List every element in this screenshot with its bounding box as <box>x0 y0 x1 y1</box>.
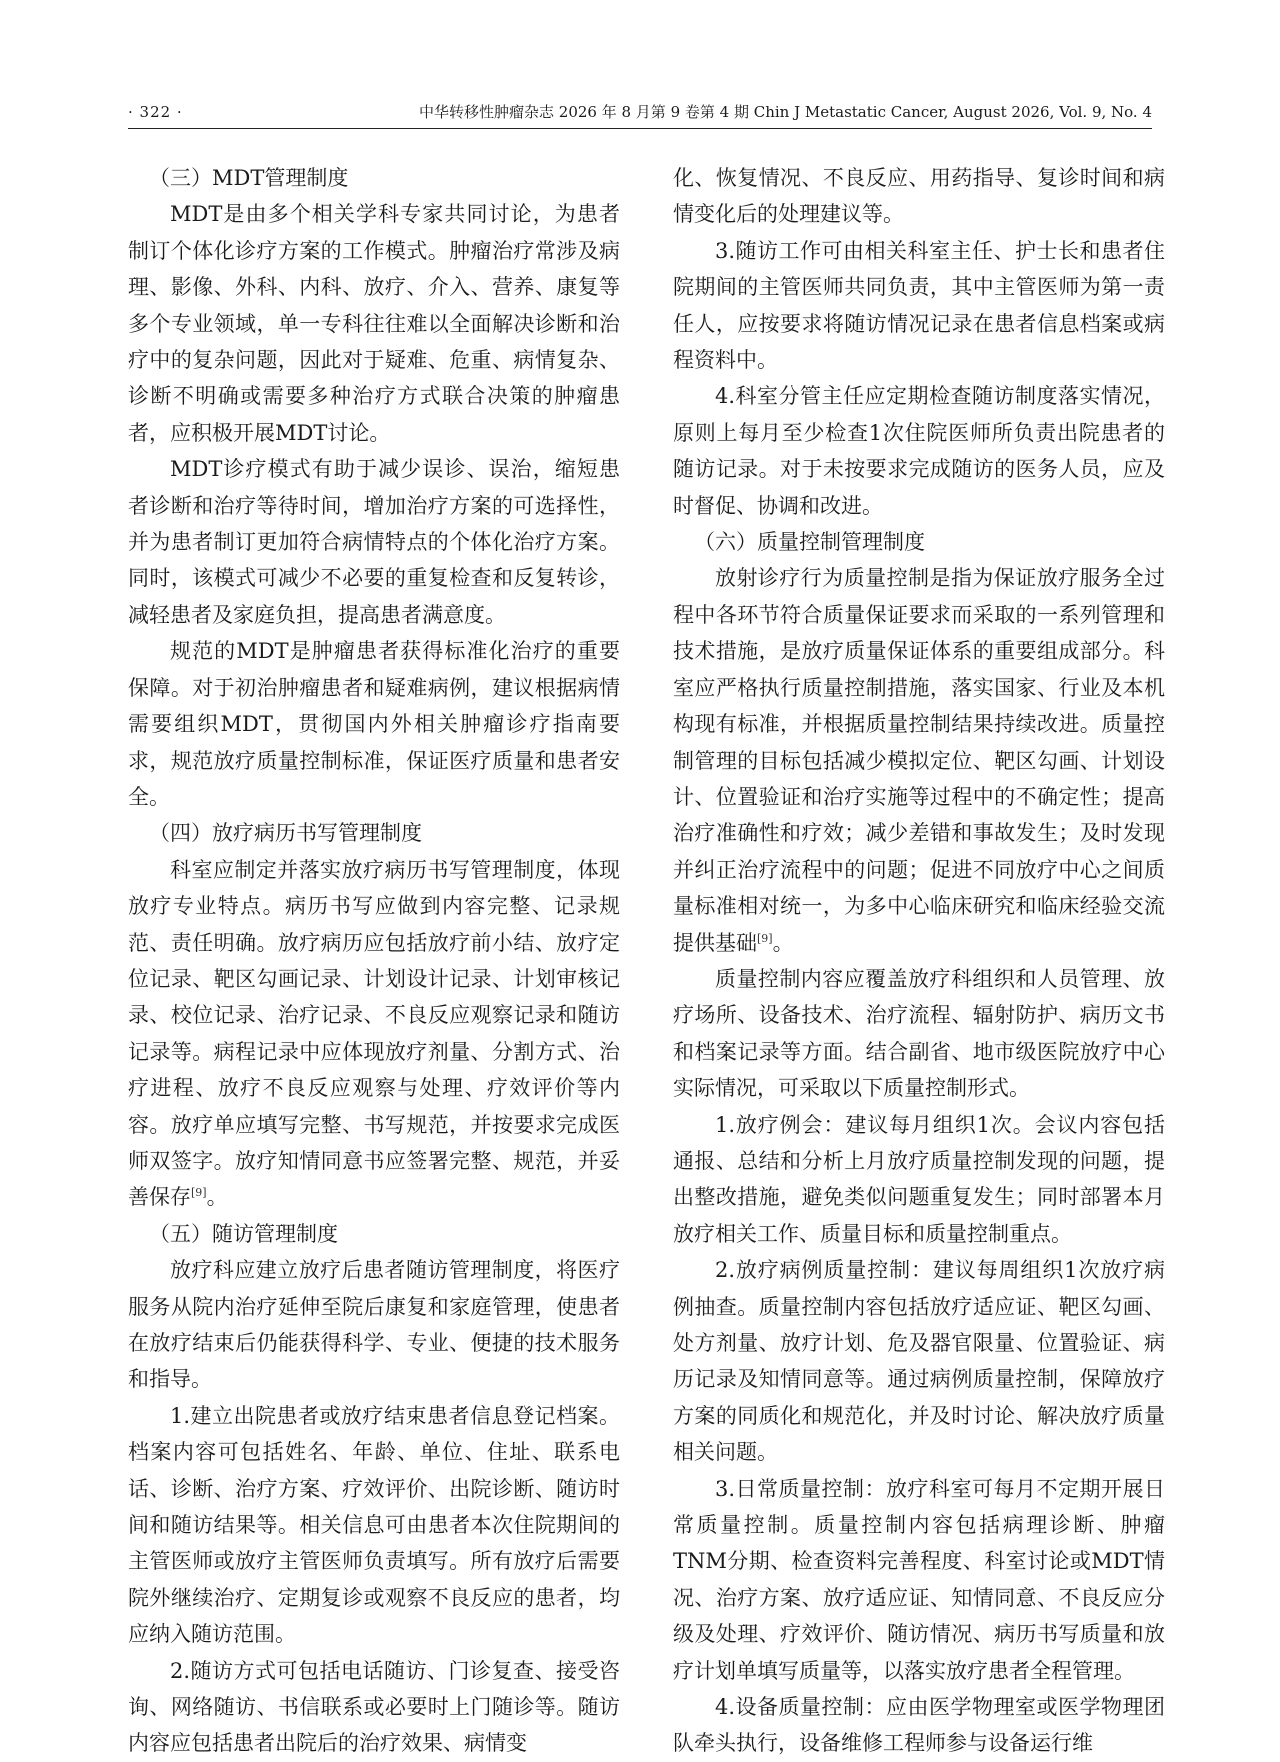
paragraph: MDT是由多个相关学科专家共同讨论，为患者制订个体化诊疗方案的工作模式。肿瘤治疗常涉及病理、影像、外科、内科、放疗、介入、营养、康复等多个专业领域，单一专科往往难以全面解决诊断和治疗中的复杂问题，因此对于疑难、危重、病情复杂、诊断不明确或需要多种治疗方式联合决策的肿瘤患者，应积极开展MDT讨论。 <box>128 202 620 445</box>
section-heading-quality-control: （六）质量控制管理制度 <box>694 530 925 555</box>
paragraph: MDT诊疗模式有助于减少误诊、误治，缩短患者诊断和治疗等待时间，增加治疗方案的可选择性，并为患者制订更加符合病情特点的个体化治疗方案。同时，该模式可减少不必要的重复检查和反复转诊，减轻患者及家庭负担，提高患者满意度。 <box>128 457 620 627</box>
paragraph-end: 。 <box>772 930 794 955</box>
running-header <box>128 102 1152 129</box>
section-heading-mdt: （三）MDT管理制度 <box>149 166 349 190</box>
section-heading-followup: （五）随访管理制度 <box>149 1221 338 1246</box>
paragraph-end: 。 <box>206 1185 228 1210</box>
paragraph-text: 科室应制定并落实放疗病历书写管理制度，体现放疗专业特点。病历书写应做到内容完整、记录规范、责任明确。放疗病历应包括放疗前小结、放疗定位记录、靶区勾画记录、计划设计记录、计划审核记录、校位记录、治疗记录、不良反应观察记录和随访记录等。病程记录中应体现放疗剂量、分割方式、治疗进程、放疗不良反应观察与处理、疗效评价等内容。放疗单应填写完整、书写规范，并按要求完成医师双签字。放疗知情同意书应签署完整、规范，并妥善保存 <box>128 857 620 1210</box>
paragraph: 3.随访工作可由相关科室主任、护士长和患者住院期间的主管医师共同负责，其中主管医师为第一责任人，应按要求将随访情况记录在患者信息档案或病程资料中。 <box>673 238 1165 373</box>
paragraph: 质量控制内容应覆盖放疗科组织和人员管理、放疗场所、设备技术、治疗流程、辐射防护、病历文书和档案记录等方面。结合副省、地市级医院放疗中心实际情况，可采取以下质量控制形式。 <box>673 966 1165 1101</box>
paragraph: 4.科室分管主任应定期检查随访制度落实情况，原则上每月至少检查1次住院医师所负责出院患者的随访记录。对于未按要求完成随访的医务人员，应及时督促、协调和改进。 <box>673 384 1165 518</box>
paragraph: 1.放疗例会：建议每月组织1次。会议内容包括通报、总结和分析上月放疗质量控制发现的问题，提出整改措施，避免类似问题重复发生；同时部署本月放疗相关工作、质量目标和质量控制重点。 <box>673 1112 1165 1246</box>
paragraph: 2.随访方式可包括电话随访、门诊复查、接受咨询、网络随访、书信联系或必要时上门随诊等。随访内容应包括患者出院后的治疗效果、病情变 <box>128 1658 620 1756</box>
paragraph <box>128 852 620 1216</box>
paragraph: 放疗科应建立放疗后患者随访管理制度，将医疗服务从院内治疗延伸至院后康复和家庭管理，使患者在放疗结束后仍能获得科学、专业、便捷的技术服务和指导。 <box>128 1258 620 1392</box>
paragraph-continued: 化、恢复情况、不良反应、用药指导、复诊时间和病情变化后的处理建议等。 <box>673 166 1165 227</box>
right-column <box>673 160 1165 1762</box>
paragraph <box>673 560 1165 960</box>
citation-ref: [9] <box>757 931 773 945</box>
paragraph-text: 放射诊疗行为质量控制是指为保证放疗服务全过程中各环节符合质量保证要求而采取的一系列管理和技术措施，是放疗质量保证体系的重要组成部分。科室应严格执行质量控制措施，落实国家、行业及本机构现有标准，并根据质量控制结果持续改进。质量控制管理的目标包括减少模拟定位、靶区勾画、计划设计、位置验证和治疗实施等过程中的不确定性；提高治疗准确性和疗效；减少差错和事故发生；及时发现并纠正治疗流程中的问题；促进不同放疗中心之间质量标准相对统一，为多中心临床研究和临床经验交流提供基础 <box>673 566 1165 955</box>
left-column <box>128 160 620 1762</box>
paragraph: 1.建立出院患者或放疗结束患者信息登记档案。档案内容可包括姓名、年龄、单位、住址、联系电话、诊断、治疗方案、疗效评价、出院诊断、随访时间和随访结果等。相关信息可由患者本次住院期间的主管医师或放疗主管医师负责填写。所有放疗后需要院外继续治疗、定期复诊或观察不良反应的患者，均应纳入随访范围。 <box>128 1403 620 1647</box>
journal-citation: 中华转移性肿瘤杂志 2026 年 8 月第 9 卷第 4 期 Chin J Metastatic Cancer, August 2026, Vol. 9, No. 4 <box>419 103 1152 121</box>
paragraph: 3.日常质量控制：放疗科室可每月不定期开展日常质量控制。质量控制内容包括病理诊断、肿瘤TNM分期、检查资料完善程度、科室讨论或MDT情况、治疗方案、放疗适应证、知情同意、不良反应分级及处理、疗效评价、随访情况、病历书写质量和放疗计划单填写质量等，以落实放疗患者全程管理。 <box>673 1476 1165 1683</box>
section-heading-records: （四）放疗病历书写管理制度 <box>149 821 422 846</box>
page-number: · 322 · <box>128 103 183 121</box>
citation-ref: [9] <box>191 1186 207 1200</box>
paragraph: 2.放疗病例质量控制：建议每周组织1次放疗病例抽查。质量控制内容包括放疗适应证、靶区勾画、处方剂量、放疗计划、危及器官限量、位置验证、病历记录及知情同意等。通过病例质量控制，保障放疗方案的同质化和规范化，并及时讨论、解决放疗质量相关问题。 <box>673 1258 1165 1465</box>
paragraph: 规范的MDT是肿瘤患者获得标准化治疗的重要保障。对于初治肿瘤患者和疑难病例，建议根据病情需要组织MDT，贯彻国内外相关肿瘤诊疗指南要求，规范放疗质量控制标准，保证医疗质量和患者安全。 <box>128 639 620 809</box>
paragraph: 4.设备质量控制：应由医学物理室或医学物理团队牵头执行，设备维修工程师参与设备运行维 <box>673 1695 1165 1756</box>
